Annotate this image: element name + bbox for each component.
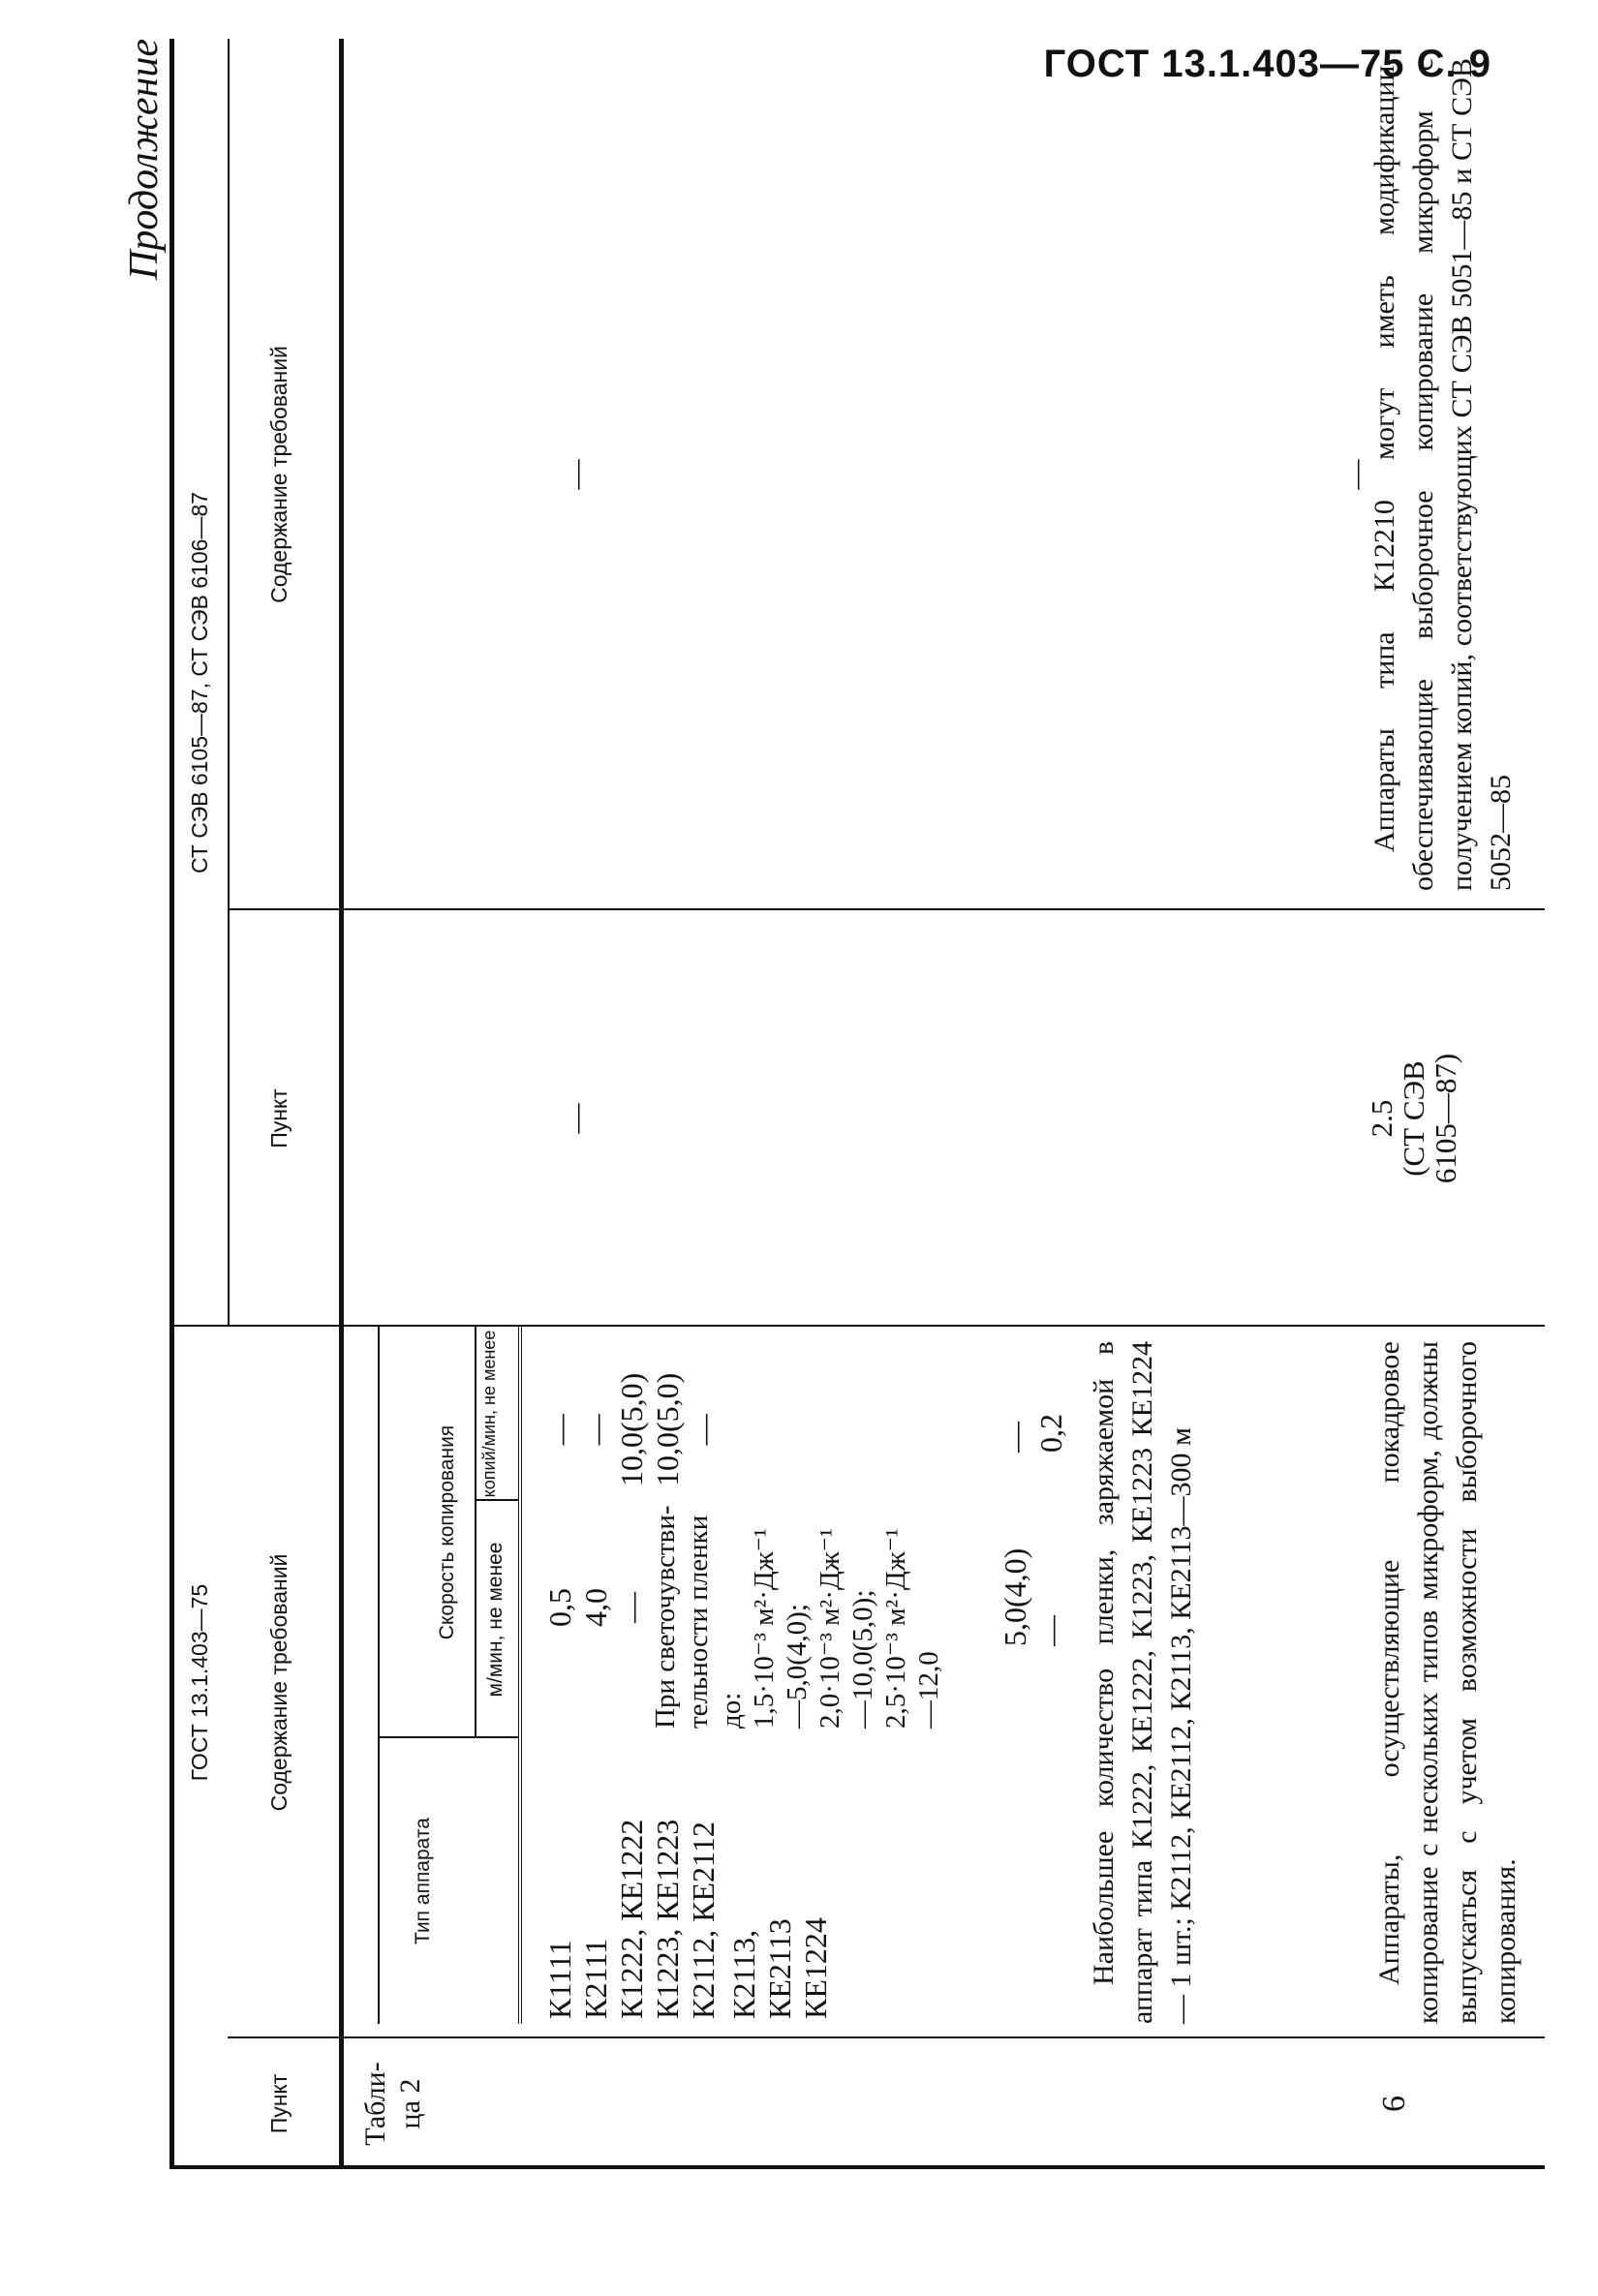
- page-header: ГОСТ 13.1.403—75 С. 9: [1043, 43, 1491, 85]
- row1-content-right-dash: —: [1338, 459, 1372, 490]
- row2-punkt-right: 2.5 (СТ СЭВ 6105—87): [1365, 1053, 1462, 1184]
- row1-paragraph: Наибольшее количество пленки, заряжаемой в аппарат типа К1222, КЕ1222, К1223, КЕ1223 КЕ1224 — 1 шт.; К2112, КЕ2112, К2113, КЕ2113—300 м: [1088, 1341, 1197, 2024]
- group-header-rule: [228, 39, 230, 1327]
- row1-speed-copies-2: — 0,2: [998, 1414, 1068, 1453]
- continuation-label: Продолжение: [122, 39, 167, 280]
- row1-types: К1111 К2111 К1222, КЕ1222 К1223, КЕ1223 К2112, КЕ2112: [542, 1819, 721, 2019]
- punkt-header-right: Пункт: [266, 1088, 292, 1148]
- punkt-header-left: Пункт: [266, 2073, 292, 2134]
- inner-table-top-rule: [378, 1327, 380, 2024]
- row1-punkt-right: —: [559, 1103, 593, 1134]
- row2-content-right: Аппараты типа К12210 могут иметь модификации, обеспечивающие выборочное копирование микроформ с получением копий, соответствующих СТ СЭВ 5051—85 и СТ СЭВ 5052—85: [1368, 58, 1517, 891]
- rotated-table: [122, 39, 1545, 2169]
- inner-speed-rule: [475, 1327, 476, 1738]
- header-bottom-rule: [339, 39, 344, 2169]
- row1-speed-m-2: 5,0(4,0) —: [998, 1547, 1068, 1646]
- group-divider: [169, 1325, 1545, 1327]
- row2-paragraph: Аппараты, осуществляющие покадровое копирование с нескольких типов микроформ, должны выпускаться с учетом возможности выборочного копирования.: [1373, 1341, 1521, 2024]
- row1-speed-copies: — — 10,0(5,0) 10,0(5,0) —: [542, 1372, 721, 1486]
- row1-types-2: К2113, КЕ2113 КЕ1224: [726, 1917, 833, 2019]
- left-group-header: ГОСТ 13.1.403—75: [187, 1583, 212, 1782]
- content-header-left: Содержание требований: [266, 1553, 292, 1812]
- right-group-header: СТ СЭВ 6105—87, СТ СЭВ 6106—87: [187, 491, 212, 874]
- speed-copies-header: копий/мин, не менее: [479, 1330, 499, 1498]
- content-header-right: Содержание требований: [266, 346, 292, 603]
- speed-m-header: м/мин, не менее: [484, 1542, 507, 1698]
- row1-speed-m: 0,5 4,0 —: [542, 1588, 649, 1627]
- type-header: Тип аппарата: [412, 1818, 434, 1944]
- row2-punkt: 6: [1376, 2096, 1412, 2112]
- row1-punkt: Табли- ца 2: [359, 2062, 426, 2146]
- inner-header-bottom-rule: [518, 1327, 522, 2024]
- row1-speed-m-note: При светочувстви- тельности пленки до: 1,5·10⁻³ м²·Дж⁻¹ —5,0(4,0); 2,0·10⁻³ м²·Дж⁻¹ —10,0(5,0); 2,5·10⁻³ м²·Дж⁻¹ —12,0: [650, 1505, 944, 1729]
- row1-content-right: —: [559, 459, 593, 490]
- speed-header: Скорость копирования: [436, 1424, 458, 1640]
- table-top-rule: [169, 39, 174, 2169]
